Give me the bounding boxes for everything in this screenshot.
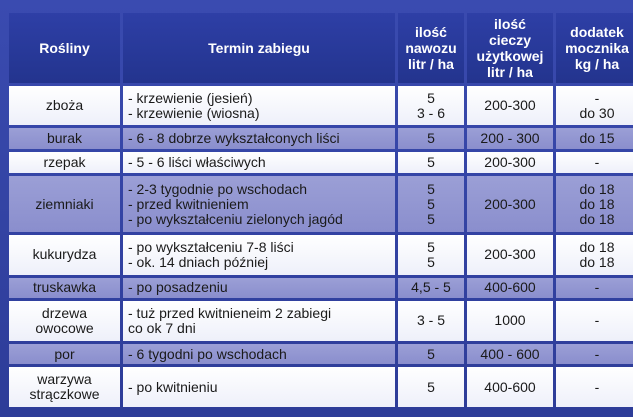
cell-fertilizer: 5 5 5 [398, 176, 464, 232]
cell-liquid: 400-600 [467, 278, 553, 299]
header-urea: dodatek mocznika kg / ha [556, 13, 633, 83]
table-row [9, 128, 633, 149]
cell-liquid: 1000 [467, 301, 553, 340]
cell-term: - tuż przed kwitnieneim 2 zabiegi co ok 7 dni [123, 301, 395, 340]
header-fertilizer: ilość nawozu litr / ha [398, 13, 464, 83]
cell-urea: do 15 [556, 128, 633, 149]
cell-liquid: 200-300 [467, 152, 553, 173]
table-row [9, 278, 633, 299]
cell-plant: kukurydza [9, 235, 120, 274]
cell-liquid: 200-300 [467, 176, 553, 232]
table-row [9, 301, 633, 340]
cell-plant: zboża [9, 86, 120, 125]
header-plants: Rośliny [9, 13, 120, 83]
cell-fertilizer: 5 3 - 6 [398, 86, 464, 125]
table-row [9, 86, 633, 125]
cell-term: - 5 - 6 liści właściwych [123, 152, 395, 173]
cell-fertilizer: 5 [398, 128, 464, 149]
cell-plant: por [9, 344, 120, 365]
cell-term: - po wykształceniu 7-8 liści - ok. 14 dniach później [123, 235, 395, 274]
cell-plant: warzywa strączkowe [9, 367, 120, 407]
cell-liquid: 400-600 [467, 367, 553, 407]
table-row [9, 152, 633, 173]
application-table [6, 10, 633, 410]
table-row [9, 235, 633, 274]
cell-plant: truskawka [9, 278, 120, 299]
cell-fertilizer: 5 5 [398, 235, 464, 274]
table-row [9, 344, 633, 365]
cell-term: - 2-3 tygodnie po wschodach - przed kwitnieniem - po wykształceniu zielonych jagód [123, 176, 395, 232]
cell-liquid: 200-300 [467, 86, 553, 125]
cell-term: - po posadzeniu [123, 278, 395, 299]
header-liquid: ilość cieczy użytkowej litr / ha [467, 13, 553, 83]
cell-term: - 6 - 8 dobrze wykształconych liści [123, 128, 395, 149]
cell-urea: - do 30 [556, 86, 633, 125]
cell-urea: - [556, 301, 633, 340]
header-row [9, 13, 633, 83]
cell-fertilizer: 5 [398, 344, 464, 365]
cell-urea: - [556, 152, 633, 173]
cell-liquid: 400 - 600 [467, 344, 553, 365]
cell-liquid: 200-300 [467, 235, 553, 274]
cell-plant: burak [9, 128, 120, 149]
cell-term: - 6 tygodni po wschodach [123, 344, 395, 365]
header-term: Termin zabiegu [123, 13, 395, 83]
table-body [9, 86, 633, 407]
cell-urea: - [556, 344, 633, 365]
cell-fertilizer: 5 [398, 367, 464, 407]
cell-plant: rzepak [9, 152, 120, 173]
cell-urea: do 18 do 18 [556, 235, 633, 274]
cell-urea: - [556, 278, 633, 299]
cell-fertilizer: 3 - 5 [398, 301, 464, 340]
cell-term: - po kwitnieniu [123, 367, 395, 407]
cell-fertilizer: 5 [398, 152, 464, 173]
cell-urea: - [556, 367, 633, 407]
cell-plant: drzewa owocowe [9, 301, 120, 340]
cell-term: - krzewienie (jesień) - krzewienie (wiosna) [123, 86, 395, 125]
cell-liquid: 200 - 300 [467, 128, 553, 149]
table-row [9, 176, 633, 232]
table-row [9, 367, 633, 407]
cell-plant: ziemniaki [9, 176, 120, 232]
cell-urea: do 18 do 18 do 18 [556, 176, 633, 232]
cell-fertilizer: 4,5 - 5 [398, 278, 464, 299]
